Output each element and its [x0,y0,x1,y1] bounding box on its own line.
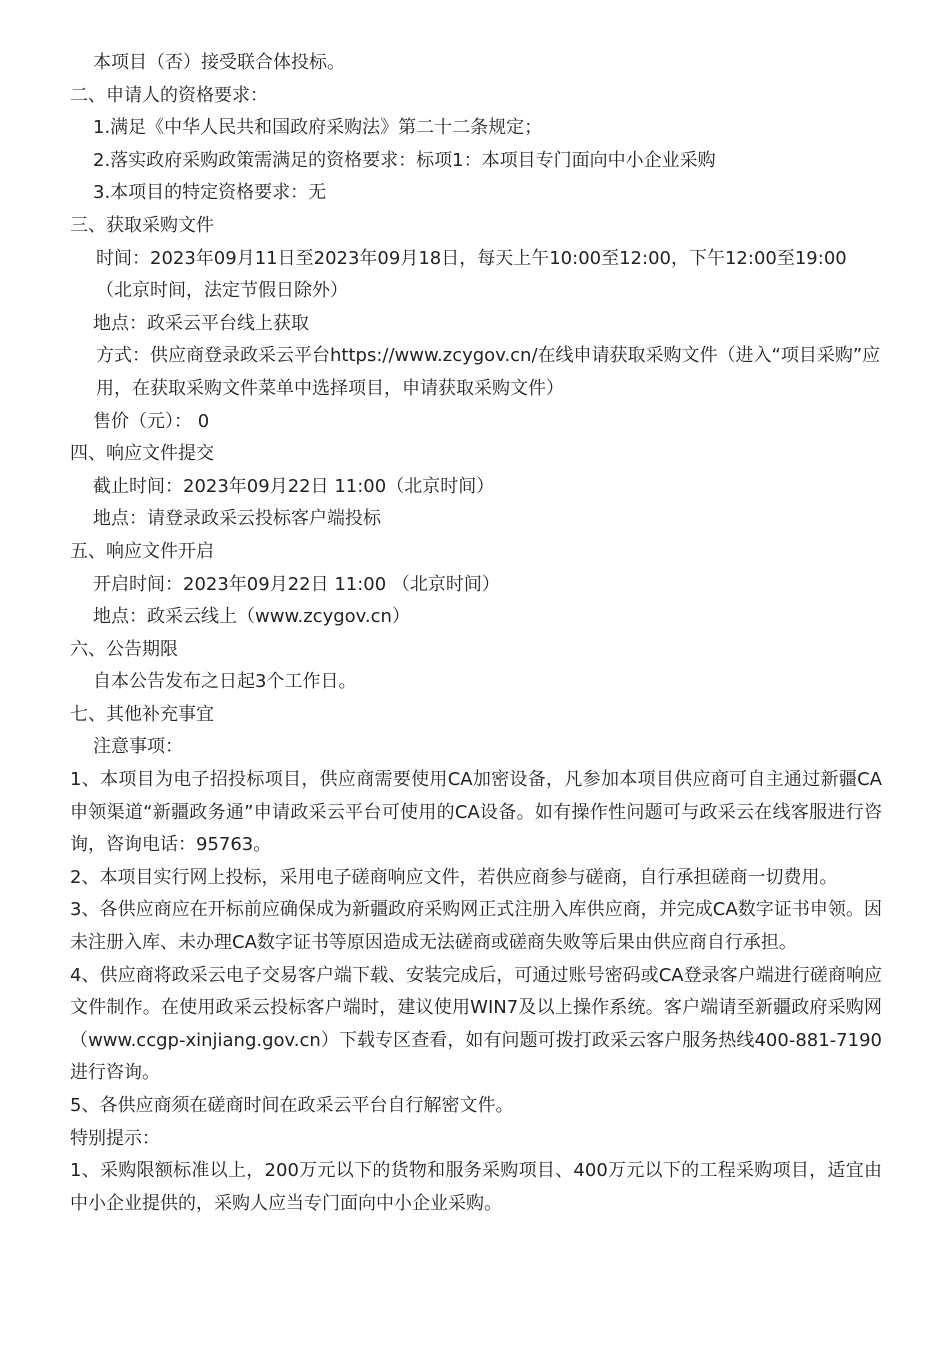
special-label: 特别提示： [70,1127,160,1149]
special-item: 1、采购限额标准以上，200万元以下的货物和服务采购项目、400万元以下的工程采购项目，适宜由中小企业提供的，采购人应当专门面向中小企业采购。 [70,1160,882,1214]
notice-label: 注意事项： [93,736,183,758]
section-6-heading: 六、公告期限 [70,638,178,660]
document-body [70,47,882,1220]
notice-item: 5、各供应商须在磋商时间在政采云平台自行解密文件。 [70,1095,514,1116]
submission-deadline: 截止时间：2023年09月22日 11:00（北京时间） [93,475,495,497]
notice-item: 3、各供应商应在开标前应确保成为新疆政府采购网正式注册入库供应商，并完成CA数字证书申领。因未注册入库、未办理CA数字证书等原因造成无法磋商或磋商失败等后果由供应商自行承担。 [70,899,882,954]
notice-item: 1、本项目为电子招投标项目，供应商需要使用CA加密设备，凡参加本项目供应商可自主通过新疆CA申领渠道“新疆政务通”申请政采云平台可使用的CA设备。如有操作性问题可与政采云在线客服进行咨询，咨询电话：95763。 [70,769,882,856]
opening-time: 开启时间：2023年09月22日 11:00 （北京时间） [93,573,500,595]
acquire-place: 地点：政采云平台线上获取 [93,312,309,334]
requirement-2: 2.落实政府采购政策需满足的资格要求：标项1：本项目专门面向中小企业采购 [93,149,716,171]
document-price: 售价（元）： 0 [93,410,210,432]
requirement-1: 1.满足《中华人民共和国政府采购法》第二十二条规定； [93,117,543,139]
acquire-time: 时间：2023年09月11日至2023年09月18日，每天上午10:00至12:00，下午12:00至19:00（北京时间，法定节假日除外） [96,247,847,302]
notice-item: 2、本项目实行网上投标，采用电子磋商响应文件，若供应商参与磋商，自行承担磋商一切费用。 [70,866,838,888]
requirement-3: 3.本项目的特定资格要求：无 [93,182,327,204]
submission-place: 地点：请登录政采云投标客户端投标 [93,508,381,530]
section-7-heading: 七、其他补充事宜 [70,703,214,725]
consortium-text: 本项目（否）接受联合体投标。 [93,52,345,73]
section-5-heading: 五、响应文件开启 [70,540,214,562]
notice-item: 4、供应商将政采云电子交易客户端下载、安装完成后，可通过账号密码或CA登录客户端进行磋商响应文件制作。在使用政采云投标客户端时，建议使用WIN7及以上操作系统。客户端请至新疆政府采购网（www.ccgp-xinjiang.gov.cn）下载专区查看，如有问题可拨打政采云客户服务热线400-881-7190进行咨询。 [70,964,882,1084]
acquire-method: 方式：供应商登录政采云平台https://www.zcygov.cn/在线申请获取采购文件（进入“项目采购”应用，在获取采购文件菜单中选择项目，申请获取采购文件） [96,345,881,399]
notice-period: 自本公告发布之日起3个工作日。 [93,671,357,693]
section-2-heading: 二、申请人的资格要求： [70,84,268,106]
section-4-heading: 四、响应文件提交 [70,443,214,465]
opening-place: 地点：政采云线上（www.zcygov.cn） [93,606,410,628]
section-3-heading: 三、获取采购文件 [70,214,214,236]
